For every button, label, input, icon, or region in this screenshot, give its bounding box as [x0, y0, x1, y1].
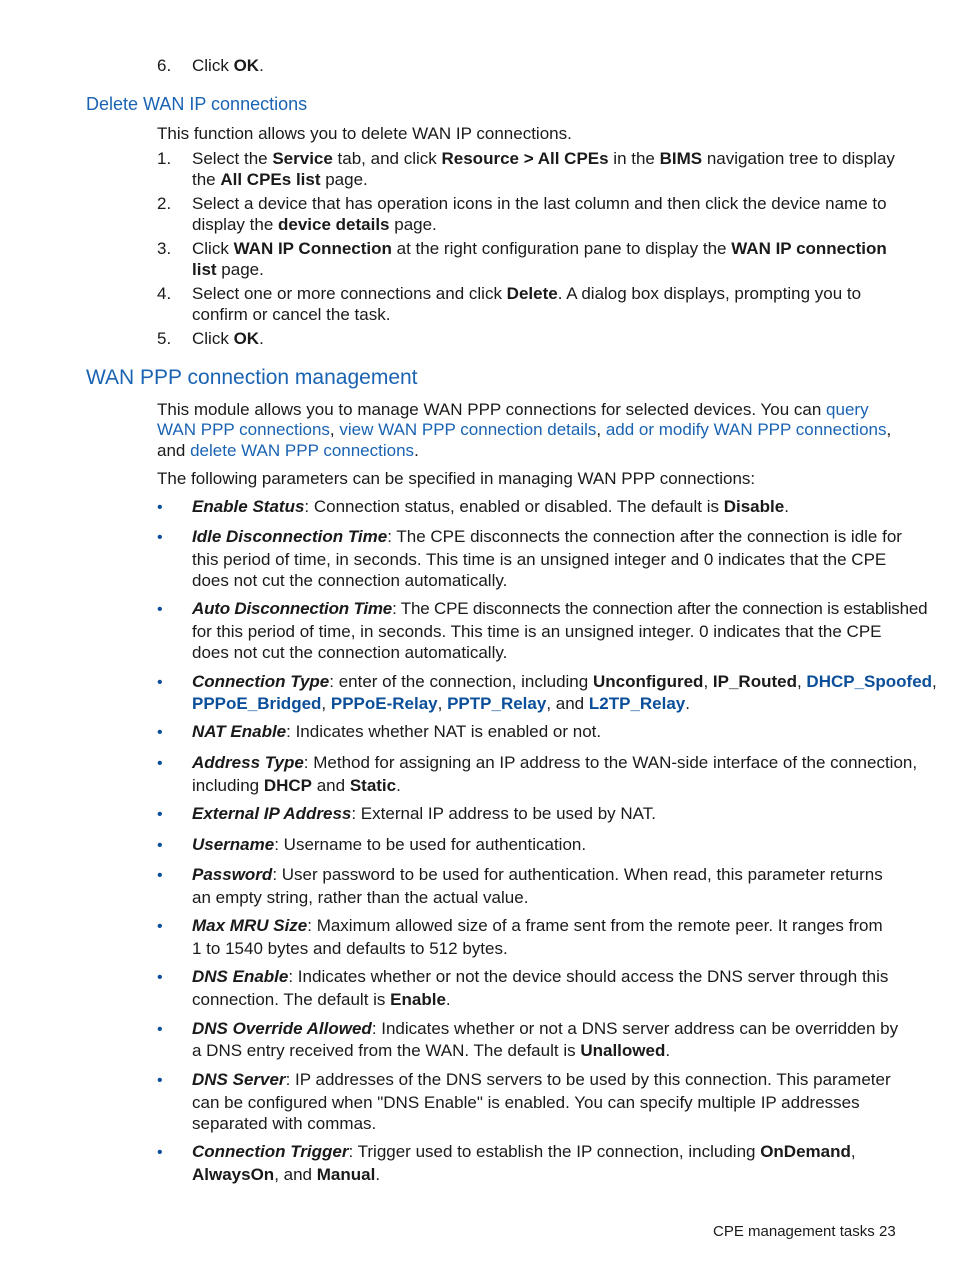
step-text: Click WAN IP Connection at the right configuration pane to display the WAN IP connection	[192, 239, 887, 258]
step-number: 3.	[157, 239, 172, 258]
param-text: connection. The default is Enable.	[192, 990, 451, 1009]
bullet-icon: •	[157, 969, 163, 986]
param-item: Connection Type: enter of the connection, including Unconfigured, IP_Routed, DHCP_Spoofed,	[192, 672, 937, 691]
bullet-icon: •	[157, 601, 163, 618]
bullet-icon: •	[157, 499, 163, 516]
param-text: separated with commas.	[192, 1114, 377, 1133]
step-text: Click OK.	[192, 329, 264, 348]
param-text: for this period of time, in seconds. This time is an unsigned integer. 0 indicates that the CPE	[192, 622, 882, 641]
param-item: Address Type: Method for assigning an IP address to the WAN-side interface of the connection,	[192, 753, 918, 772]
step-text: Select the Service tab, and click Resource > All CPEs in the BIMS navigation tree to display	[192, 149, 895, 168]
param-item: DNS Enable: Indicates whether or not the device should access the DNS server through this	[192, 967, 889, 986]
bullet-icon: •	[157, 1072, 163, 1089]
param-text: AlwaysOn, and Manual.	[192, 1165, 381, 1184]
param-item: DNS Server: IP addresses of the DNS servers to be used by this connection. This parameter	[192, 1070, 891, 1089]
step-text: the All CPEs list page.	[192, 170, 368, 189]
bullet-icon: •	[157, 806, 163, 823]
step-text: confirm or cancel the task.	[192, 305, 391, 324]
param-text: including DHCP and Static.	[192, 776, 401, 795]
step-number: 4.	[157, 284, 172, 303]
step-text: Click OK.	[192, 56, 264, 75]
bullet-icon: •	[157, 529, 163, 546]
bullet-icon: •	[157, 918, 163, 935]
section-intro: This module allows you to manage WAN PPP connections for selected devices. You can query	[157, 400, 869, 419]
param-item: External IP Address: External IP address to be used by NAT.	[192, 804, 656, 823]
section-intro: WAN PPP connections, view WAN PPP connection details, add or modify WAN PPP connections,	[157, 420, 892, 439]
section-heading-ppp[interactable]: WAN PPP connection management	[86, 366, 418, 389]
param-item: Username: Username to be used for authentication.	[192, 835, 587, 854]
footer-section-title: CPE management tasks	[713, 1223, 875, 1240]
param-text: 1 to 1540 bytes and defaults to 512 bytes.	[192, 939, 508, 958]
step-number: 1.	[157, 149, 172, 168]
param-text: a DNS entry received from the WAN. The default is Unallowed.	[192, 1041, 671, 1060]
bullet-icon: •	[157, 755, 163, 772]
param-item: DNS Override Allowed: Indicates whether or not a DNS server address can be overridden by	[192, 1019, 899, 1038]
link-pppoe-relay[interactable]: PPPoE-Relay	[330, 694, 438, 713]
link-pppoe-bridged[interactable]: PPPoE_Bridged	[192, 694, 322, 713]
param-text: does not cut the connection automatically.	[192, 643, 508, 662]
step-text: Select a device that has operation icons in the last column and then click the device name to	[192, 194, 887, 213]
page-number: 23	[879, 1223, 896, 1240]
param-item: Max MRU Size: Maximum allowed size of a frame sent from the remote peer. It ranges from	[192, 916, 883, 935]
link-query[interactable]: WAN PPP connections	[157, 420, 330, 439]
param-item: Auto Disconnection Time: The CPE disconnects the connection after the connection is established	[192, 599, 928, 618]
bullet-icon: •	[157, 724, 163, 741]
bullet-icon: •	[157, 837, 163, 854]
step-number: 2.	[157, 194, 172, 213]
section-intro: This function allows you to delete WAN IP connections.	[157, 124, 572, 143]
link-l2tp-relay[interactable]: L2TP_Relay	[588, 694, 686, 713]
link-view-details[interactable]: view WAN PPP connection details	[339, 420, 597, 439]
param-item: Enable Status: Connection status, enabled or disabled. The default is Disable.	[192, 497, 789, 516]
link-delete[interactable]: delete WAN PPP connections	[190, 441, 415, 460]
step-number: 5.	[157, 329, 172, 348]
param-text: does not cut the connection automatically.	[192, 571, 508, 590]
step-text: display the device details page.	[192, 215, 437, 234]
step-text: Select one or more connections and click Delete. A dialog box displays, prompting you to	[192, 284, 862, 303]
link-query[interactable]: query	[826, 400, 869, 419]
section-heading-delete[interactable]: Delete WAN IP connections	[86, 94, 308, 114]
link-add-modify[interactable]: add or modify WAN PPP connections	[605, 420, 887, 439]
section-intro: and delete WAN PPP connections.	[157, 441, 419, 460]
param-item: Idle Disconnection Time: The CPE disconnects the connection after the connection is idle for	[192, 527, 902, 546]
param-text: an empty string, rather than the actual value.	[192, 888, 529, 907]
link-pptp-relay[interactable]: PPTP_Relay	[447, 694, 547, 713]
param-text: PPPoE_Bridged, PPPoE-Relay, PPTP_Relay, and L2TP_Relay.	[192, 694, 690, 713]
step-number: 6.	[157, 56, 172, 75]
bullet-icon: •	[157, 867, 163, 884]
bullet-icon: •	[157, 1021, 163, 1038]
bullet-icon: •	[157, 1144, 163, 1161]
link-dhcp-spoofed[interactable]: DHCP_Spoofed	[806, 672, 933, 691]
param-text: this period of time, in seconds. This time is an unsigned integer and 0 indicates that the CPE	[192, 550, 887, 569]
param-item: Connection Trigger: Trigger used to establish the IP connection, including OnDemand,	[192, 1142, 856, 1161]
bullet-icon: •	[157, 674, 163, 691]
param-item: NAT Enable: Indicates whether NAT is enabled or not.	[192, 722, 602, 741]
param-item: Password: User password to be used for authentication. When read, this parameter returns	[192, 865, 883, 884]
param-text: can be configured when "DNS Enable" is enabled. You can specify multiple IP addresses	[192, 1093, 860, 1112]
params-intro: The following parameters can be specified in managing WAN PPP connections:	[157, 469, 756, 488]
step-text: list page.	[192, 260, 264, 279]
